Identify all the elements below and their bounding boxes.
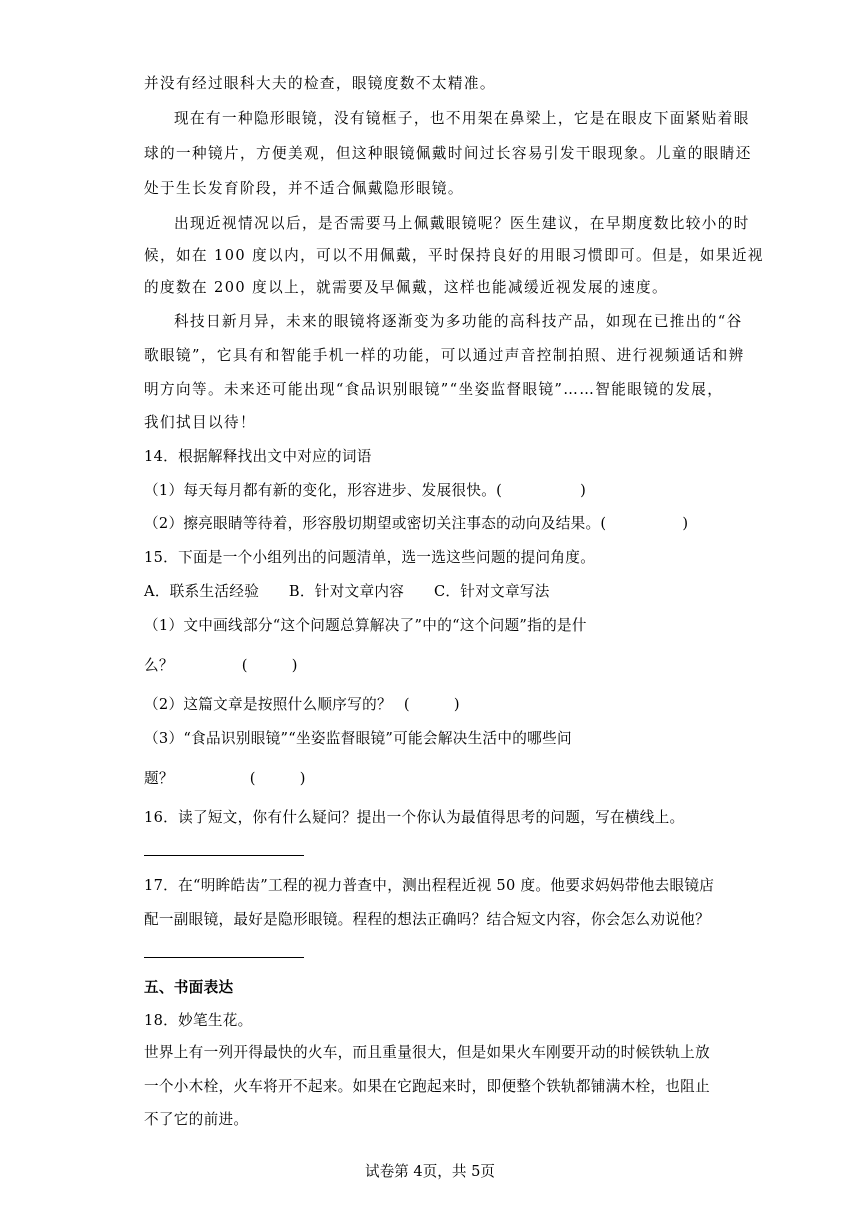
question-15-item-3: （3）“食品识别眼镜”“坐姿监督眼镜”可能会解决生活中的哪些问 [144,730,572,747]
answer-line[interactable] [144,855,304,856]
question-text: （2）擦亮眼睛等待着，形容殷切期望或密切关注事态的动向及结果。( [144,515,607,532]
passage-line: 候，如在 100 度以内，可以不用佩戴，平时保持良好的用眼习惯即可。但是，如果近视 [144,247,764,264]
paren-close: ) [299,770,306,787]
question-14-item-2 [144,512,688,533]
paren-open: ( [249,770,256,787]
passage-line: 的度数在 200 度以上，就需要及早佩戴，这样也能减缓近视发展的速度。 [144,279,668,296]
paren-close: ) [291,657,298,674]
page-footer: 试卷第 4页，共 5页 [364,1163,495,1180]
answer-line[interactable] [144,957,304,958]
section-title: 五、书面表达 [144,979,234,996]
question-15-item-1-cont [144,654,298,675]
passage-line: 球的一种镜片，方便美观，但这种眼镜佩戴时间过长容易引发干眼现象。儿童的眼睛还 [144,145,752,162]
passage-line: 我们拭目以待！ [144,414,256,431]
passage-line: 出现近视情况以后，是否需要马上佩戴眼镜呢？医生建议，在早期度数比较小的时 [174,215,750,232]
question-15-options: A．联系生活经验 B．针对文章内容 C．针对文章写法 [144,583,550,600]
passage-line: 处于生长发育阶段，并不适合佩戴隐形眼镜。 [144,180,464,197]
question-15-stem: 15．下面是一个小组列出的问题清单，选一选这些问题的提问角度。 [144,549,596,566]
paren-close: ) [682,515,689,532]
passage-line: 并没有经过眼科大夫的检查，眼镜度数不太精准。 [144,75,496,92]
question-15-item-3-cont [144,767,306,788]
passage-line: 明方向等。未来还可能出现“食品识别眼镜”“坐姿监督眼镜”……智能眼镜的发展， [144,381,724,398]
passage-line: 科技日新月异，未来的眼镜将逐渐变为多功能的高科技产品，如现在已推出的“谷 [174,313,743,330]
paren-close: ) [453,696,460,713]
question-15-item-1: （1）文中画线部分“这个问题总算解决了”中的“这个问题”指的是什 [144,617,587,634]
paren-open: ( [403,696,410,713]
question-18-stem: 18．妙笔生花。 [144,1012,253,1029]
question-16-stem: 16．读了短文，你有什么疑问？提出一个你认为最值得思考的问题，写在横线上。 [144,809,685,826]
passage-line: 歌眼镜”，它具有和智能手机一样的功能，可以通过声音控制拍照、进行视频通话和辨 [144,347,745,364]
question-text: （1）每天每月都有新的变化，形容进步、发展很快。( [144,482,503,499]
question-17-line: 17．在“明眸皓齿”工程的视力普查中，测出程程近视 50 度。他要求妈妈带他去眼镜店 [144,877,715,894]
question-text: （2）这篇文章是按照什么顺序写的？ [144,696,392,713]
paren-open: ( [241,657,248,674]
question-text: 么？ [144,657,174,674]
question-text: 题？ [144,770,174,787]
paren-close: ) [580,482,587,499]
question-14-item-1 [144,479,586,500]
question-18-line: 世界上有一列开得最快的火车，而且重量很大，但是如果火车刚要开动的时候铁轨上放 [144,1044,710,1061]
question-17-line: 配一副眼镜，最好是隐形眼镜。程程的想法正确吗？结合短文内容，你会怎么劝说他？ [144,911,710,928]
passage-line: 现在有一种隐形眼镜，没有镜框子，也不用架在鼻梁上，它是在眼皮下面紧贴着眼 [174,110,750,127]
question-14-stem: 14．根据解释找出文中对应的词语 [144,448,372,465]
question-18-line: 不了它的前进。 [144,1111,249,1128]
question-15-item-2 [144,693,460,714]
question-18-line: 一个小木栓，火车将开不起来。如果在它跑起来时，即便整个铁轨都铺满木栓，也阻止 [144,1078,710,1095]
